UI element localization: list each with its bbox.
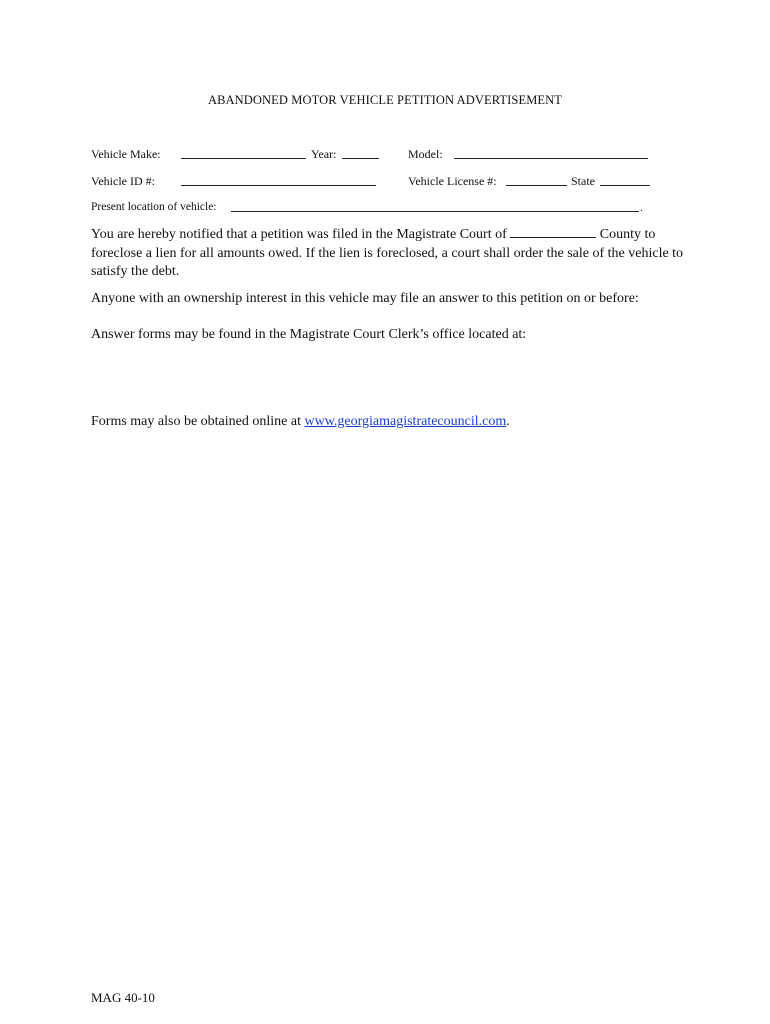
online-forms-text: [91, 413, 691, 432]
model-blank[interactable]: [454, 148, 648, 159]
state-blank[interactable]: [600, 175, 650, 186]
vehicle-id-blank[interactable]: [181, 175, 376, 186]
notice-part-2: County to foreclose a lien for all amounts owed. If the lien is foreclosed, a court shall order the sale of the vehicle to satisfy the debt.: [91, 227, 684, 279]
year-blank[interactable]: [342, 148, 379, 159]
present-location-blank[interactable]: [231, 201, 639, 212]
vehicle-license-blank[interactable]: [506, 175, 567, 186]
answer-forms-text: Answer forms may be found in the Magistrate Court Clerk’s office located at:: [91, 327, 527, 342]
vehicle-id-label: Vehicle ID #:: [91, 174, 155, 188]
model-label: Model:: [408, 147, 443, 161]
state-label: State: [571, 174, 595, 188]
county-blank[interactable]: [510, 226, 596, 238]
vehicle-make-label: Vehicle Make:: [91, 147, 161, 161]
vehicle-make-blank[interactable]: [181, 148, 306, 159]
year-label: Year:: [311, 147, 337, 161]
website-link[interactable]: www.georgiamagistratecouncil.com: [304, 414, 507, 429]
present-location-label: Present location of vehicle:: [91, 201, 217, 213]
online-suffix: .: [506, 414, 510, 429]
present-location-period: .: [640, 200, 643, 214]
answer-deadline-text: Anyone with an ownership interest in this vehicle may file an answer to this petition on or before:: [91, 291, 639, 306]
form-number: MAG 40-10: [91, 990, 155, 1005]
notice-paragraph: [91, 226, 691, 282]
notice-part-1: You are hereby notified that a petition was filed in the Magistrate Court of: [91, 227, 507, 242]
vehicle-license-label: Vehicle License #:: [408, 174, 497, 188]
online-prefix: Forms may also be obtained online at: [91, 414, 301, 429]
page-title: ABANDONED MOTOR VEHICLE PETITION ADVERTISEMENT: [207, 93, 563, 107]
